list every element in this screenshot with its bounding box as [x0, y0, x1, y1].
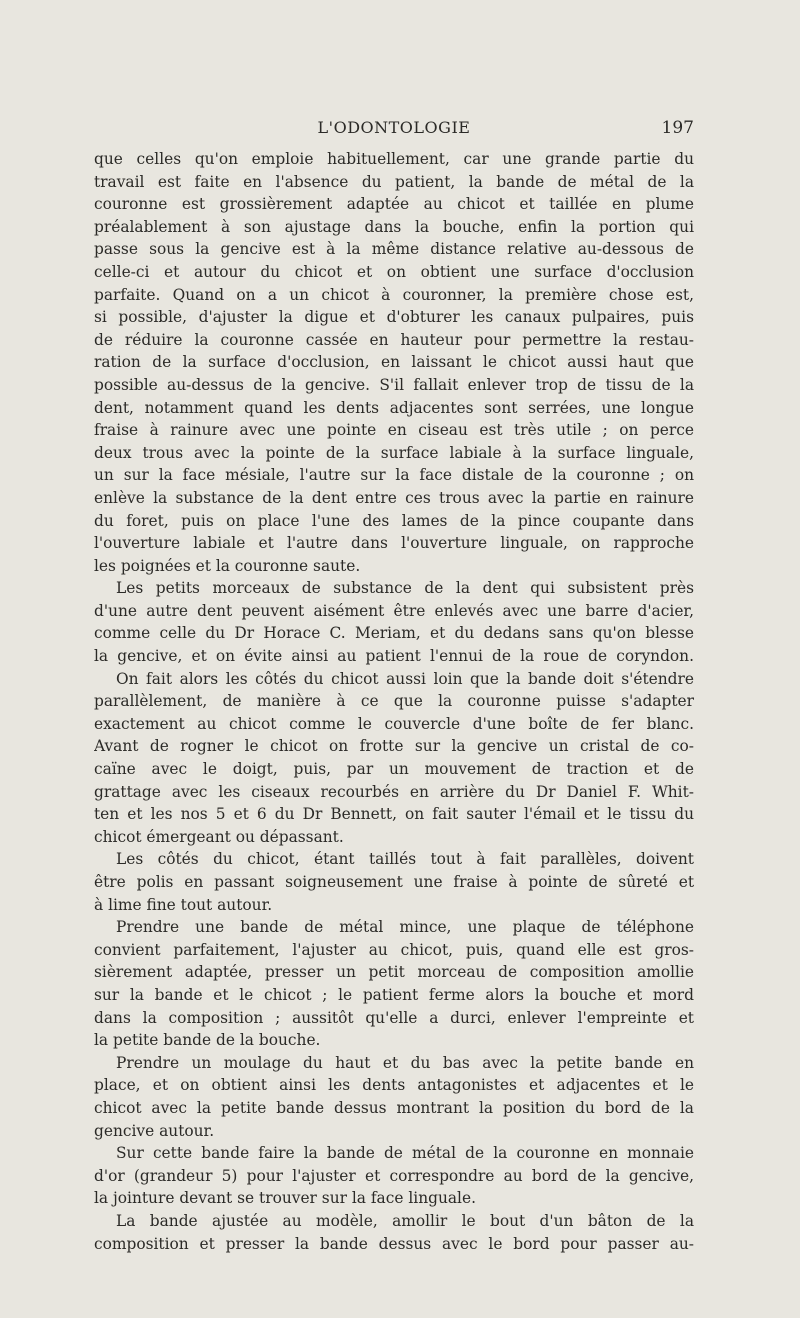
- text-line: Prendre un moulage du haut et du bas avec la petite bande en: [116, 1053, 694, 1072]
- text-line: sièrement adaptée, presser un petit morceau de composition amollie: [94, 963, 694, 982]
- text-line: La bande ajustée au modèle, amollir le bout d'un bâton de la: [116, 1211, 694, 1230]
- page-header: [94, 118, 694, 140]
- text-line: d'une autre dent peuvent aisément être enlevés avec une barre d'acier,: [94, 601, 694, 620]
- text-line: dent, notamment quand les dents adjacentes sont serrées, une longue: [94, 398, 694, 417]
- text-line: gencive autour.: [94, 1121, 215, 1140]
- text-line: grattage avec les ciseaux recourbés en arrière du Dr Daniel F. Whit-: [94, 782, 694, 801]
- text-line: dans la composition ; aussitôt qu'elle a durci, enlever l'empreinte et: [94, 1008, 694, 1027]
- text-line: celle-ci et autour du chicot et on obtient une surface d'occlusion: [94, 262, 694, 281]
- text-line: composition et presser la bande dessus avec le bord pour passer au-: [94, 1234, 694, 1253]
- body-text: [94, 148, 694, 1255]
- text-line: passe sous la gencive est à la même distance relative au-dessous de: [94, 240, 694, 259]
- text-line: si possible, d'ajuster la digue et d'obturer les canaux pulpaires, puis: [94, 308, 694, 327]
- text-line: comme celle du Dr Horace C. Meriam, et du dedans sans qu'on blesse: [94, 624, 694, 643]
- page-number: 197: [661, 118, 694, 138]
- text-line: deux trous avec la pointe de la surface labiale à la surface linguale,: [94, 443, 694, 462]
- text-line: possible au-dessus de la gencive. S'il fallait enlever trop de tissu de la: [94, 375, 694, 394]
- text-line: exactement au chicot comme le couvercle d'une boîte de fer blanc.: [94, 714, 694, 733]
- text-line: Sur cette bande faire la bande de métal de la couronne en monnaie: [116, 1144, 694, 1163]
- text-line: Prendre une bande de métal mince, une plaque de téléphone: [116, 918, 694, 937]
- text-line: du foret, puis on place l'une des lames de la pince coupante dans: [94, 511, 694, 530]
- text-line: un sur la face mésiale, l'autre sur la face distale de la couronne ; on: [94, 466, 694, 485]
- text-line: Avant de rogner le chicot on frotte sur la gencive un cristal de co-: [94, 737, 694, 756]
- text-line: Les petits morceaux de substance de la dent qui subsistent près: [116, 579, 694, 598]
- text-line: On fait alors les côtés du chicot aussi loin que la bande doit s'étendre: [116, 669, 694, 688]
- text-line: fraise à rainure avec une pointe en ciseau est très utile ; on perce: [94, 421, 694, 440]
- text-line: enlève la substance de la dent entre ces trous avec la partie en rainure: [94, 488, 694, 507]
- text-line: la petite bande de la bouche.: [94, 1031, 321, 1050]
- text-line: être polis en passant soigneusement une fraise à pointe de sûreté et: [94, 873, 694, 891]
- running-title: L'ODONTOLOGIE: [317, 118, 471, 137]
- text-line: la gencive, et on évite ainsi au patient l'ennui de la roue de coryndon.: [94, 647, 694, 666]
- text-line: couronne est grossièrement adaptée au chicot et taillée en plume: [94, 195, 694, 214]
- text-line: que celles qu'on emploie habituellement, car une grande partie du: [94, 150, 694, 168]
- text-line: convient parfaitement, l'ajuster au chicot, puis, quand elle est gros-: [94, 940, 694, 959]
- text-line: parallèlement, de manière à ce que la couronne puisse s'adapter: [94, 692, 694, 711]
- text-line: à lime fine tout autour.: [94, 895, 273, 914]
- text-line: chicot avec la petite bande dessus montrant la position du bord de la: [94, 1098, 694, 1117]
- text-line: les poignées et la couronne saute.: [94, 556, 361, 575]
- text-line: parfaite. Quand on a un chicot à couronner, la première chose est,: [94, 285, 694, 304]
- text-line: Les côtés du chicot, étant taillés tout à fait parallèles, doivent: [116, 850, 694, 869]
- text-line: caïne avec le doigt, puis, par un mouvement de traction et de: [94, 760, 694, 779]
- text-line: chicot émergeant ou dépassant.: [94, 827, 344, 846]
- text-line: place, et on obtient ainsi les dents antagonistes et adjacentes et le: [94, 1076, 694, 1095]
- text-line: de réduire la couronne cassée en hauteur pour permettre la restau-: [94, 330, 694, 349]
- text-line: préalablement à son ajustage dans la bouche, enfin la portion qui: [94, 217, 694, 236]
- text-line: d'or (grandeur 5) pour l'ajuster et correspondre au bord de la gencive,: [94, 1166, 694, 1185]
- text-line: l'ouverture labiale et l'autre dans l'ouverture linguale, on rapproche: [94, 534, 694, 553]
- text-line: ration de la surface d'occlusion, en laissant le chicot aussi haut que: [94, 353, 694, 372]
- text-line: travail est faite en l'absence du patient, la bande de métal de la: [94, 172, 694, 191]
- text-line: la jointure devant se trouver sur la face linguale.: [94, 1189, 476, 1208]
- text-line: ten et les nos 5 et 6 du Dr Bennett, on fait sauter l'émail et le tissu du: [94, 805, 694, 824]
- text-line: sur la bande et le chicot ; le patient ferme alors la bouche et mord: [94, 985, 694, 1004]
